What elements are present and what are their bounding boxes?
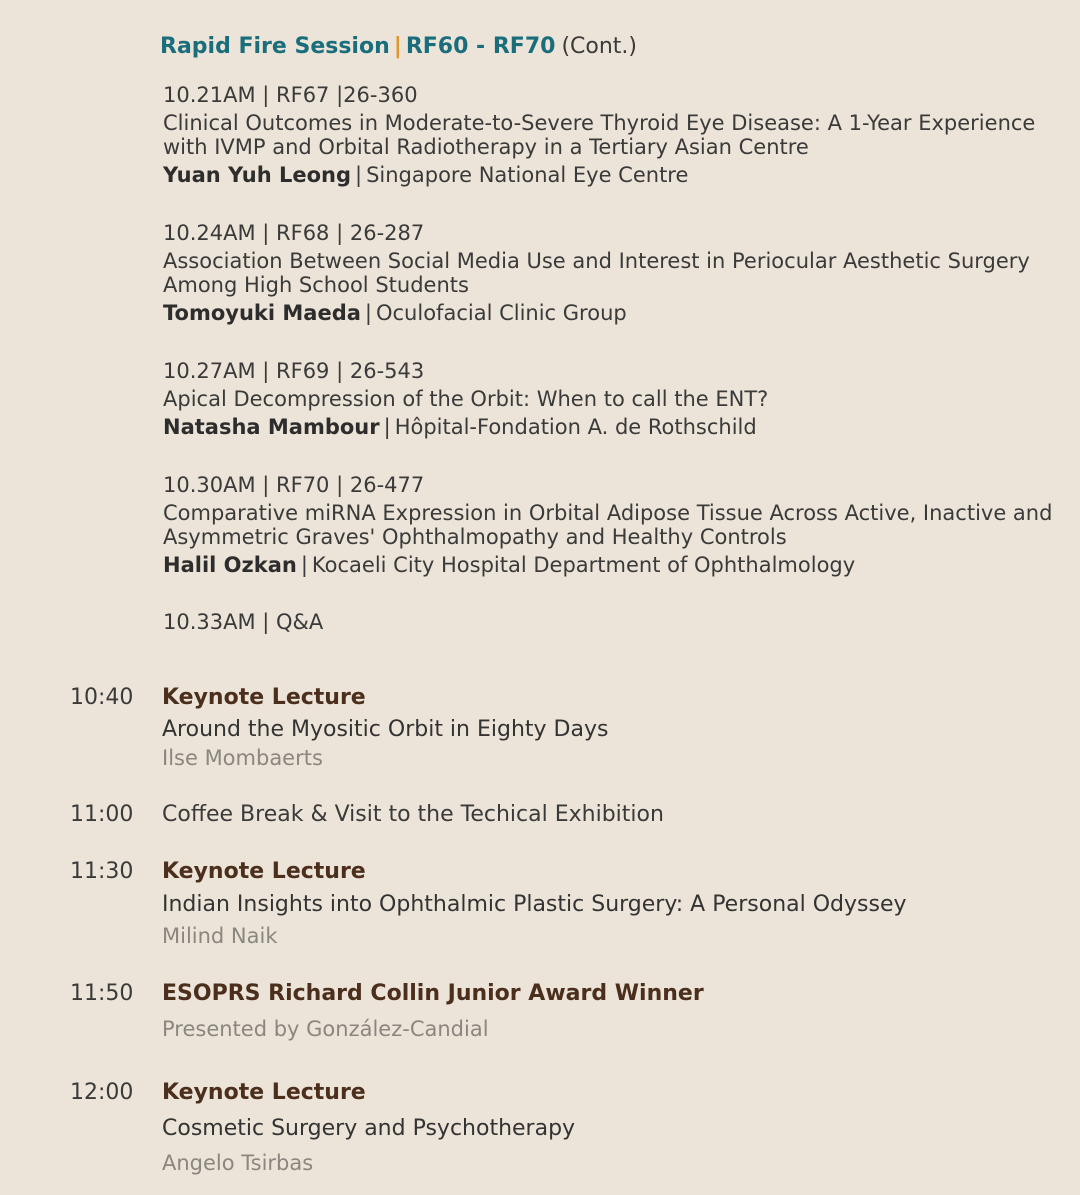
slot-label: Keynote Lecture [162, 685, 366, 710]
slot-label: Keynote Lecture [162, 1080, 366, 1105]
slot-speaker: Angelo Tsirbas [162, 1151, 314, 1175]
slot-time: 12:00 [70, 1080, 134, 1105]
talk-author [163, 553, 1063, 577]
author-name: Natasha Mambour [163, 415, 380, 439]
talk-title: Apical Decompression of the Orbit: When to call the ENT? [163, 387, 769, 411]
talk-item [163, 359, 1063, 439]
author-name: Halil Ozkan [163, 553, 297, 577]
author-separator: | [383, 415, 391, 439]
slot-time: 10:40 [70, 685, 134, 710]
author-affiliation: Singapore National Eye Centre [366, 163, 689, 187]
talk-meta: 10.30AM | RF70 | 26-477 [163, 473, 425, 497]
session-title [160, 34, 637, 59]
slot-break: Coffee Break & Visit to the Techical Exhibition [162, 802, 664, 827]
talk-title: Association Between Social Media Use and Interest in Periocular Aesthetic Surgery Among High School Students [163, 249, 1030, 297]
author-name: Yuan Yuh Leong [163, 163, 351, 187]
author-separator: | [300, 553, 308, 577]
session-cont: (Cont.) [561, 34, 637, 59]
talk-item [163, 473, 1063, 577]
session-name: Rapid Fire Session [160, 34, 390, 59]
talk-meta: 10.27AM | RF69 | 26-543 [163, 359, 425, 383]
talk-title: Clinical Outcomes in Moderate-to-Severe Thyroid Eye Disease: A 1-Year Experience with IVMP and Orbital Radiotherapy in a Tertiary Asian Centre [163, 111, 1036, 159]
slot-lecture-title: Indian Insights into Ophthalmic Plastic Surgery: A Personal Odyssey [162, 892, 907, 917]
author-affiliation: Hôpital-Fondation A. de Rothschild [394, 415, 757, 439]
author-name: Tomoyuki Maeda [163, 301, 361, 325]
slot-speaker: Ilse Mombaerts [162, 746, 323, 770]
slot-label: ESOPRS Richard Collin Junior Award Winner [162, 981, 704, 1006]
slot-lecture-title: Cosmetic Surgery and Psychotherapy [162, 1116, 576, 1141]
talk-title: Comparative miRNA Expression in Orbital Adipose Tissue Across Active, Inactive and Asymmetric Graves' Ophthalmopathy and Healthy Controls [163, 501, 1053, 549]
talk-author [163, 301, 1063, 325]
talk-author [163, 415, 1063, 439]
slot-lecture-title: Around the Myositic Orbit in Eighty Days [162, 717, 609, 742]
session-range: RF60 - RF70 [405, 34, 556, 59]
talk-meta: 10.24AM | RF68 | 26-287 [163, 221, 425, 245]
author-separator: | [355, 163, 363, 187]
session-separator: | [393, 34, 402, 59]
slot-time: 11:50 [70, 981, 134, 1006]
author-affiliation: Kocaeli City Hospital Department of Ophthalmology [311, 553, 856, 577]
slot-time: 11:00 [70, 802, 134, 827]
slot-speaker: Presented by González-Candial [162, 1017, 489, 1041]
author-affiliation: Oculofacial Clinic Group [375, 301, 627, 325]
talk-item [163, 83, 1063, 187]
slot-speaker: Milind Naik [162, 924, 278, 948]
talk-item [163, 221, 1063, 325]
qa-item: 10.33AM | Q&A [163, 610, 324, 634]
talk-meta: 10.21AM | RF67 |26-360 [163, 83, 418, 107]
slot-time: 11:30 [70, 859, 134, 884]
author-separator: | [364, 301, 372, 325]
talk-author [163, 163, 1063, 187]
slot-label: Keynote Lecture [162, 859, 366, 884]
